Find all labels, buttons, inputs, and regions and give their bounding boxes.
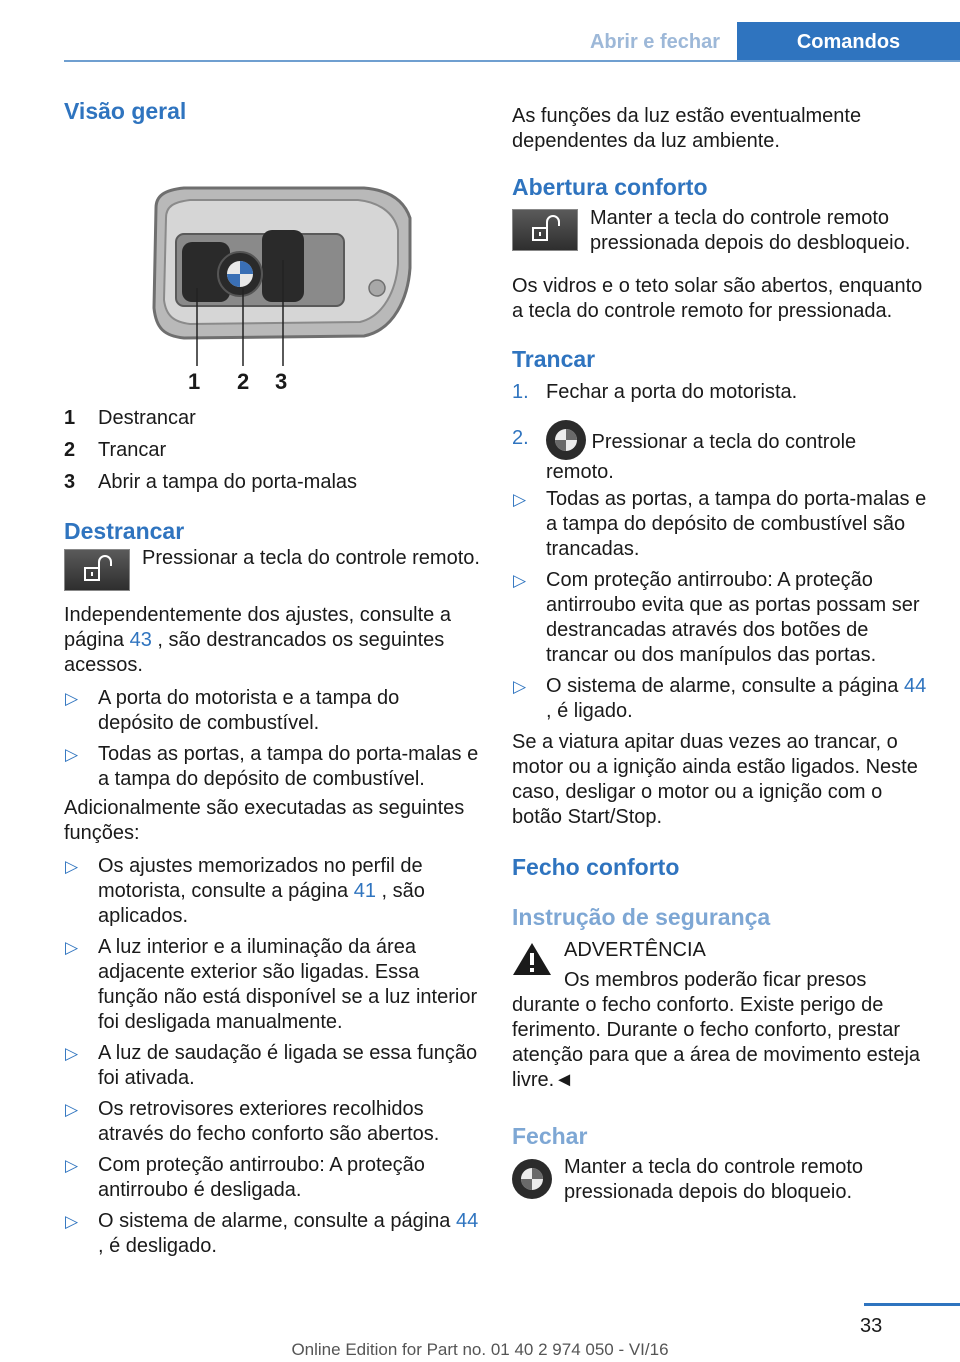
safety-title: Instrução de segurança <box>512 904 771 930</box>
key-fob-illustration <box>64 138 480 406</box>
list-item: ▷ Os retrovisores exteriores recolhidos através do fecho conforto são abertos. <box>65 1098 440 1145</box>
unlock-key-icon <box>512 209 578 251</box>
list-item: ▷ Com proteção antirroubo: A proteção antirroubo é desligada. <box>65 1154 425 1201</box>
warning-label: ADVERTÊNCIA <box>564 939 706 961</box>
triangle-bullet-icon: ▷ <box>513 571 527 590</box>
list-item: ▷ Todas as portas, a tampa do porta-malas e a tampa do depósito de combustível. <box>65 743 479 790</box>
header-chapter[interactable]: Comandos <box>737 22 960 62</box>
triangle-bullet-icon: ▷ <box>65 745 79 764</box>
triangle-bullet-icon: ▷ <box>513 490 527 509</box>
page-link-41[interactable]: 41 <box>353 880 376 902</box>
page-link-44[interactable]: 44 <box>455 1210 479 1232</box>
figure-label-1: 1 <box>188 369 201 394</box>
warning-triangle-icon <box>512 942 552 976</box>
unlock-key-icon <box>64 549 130 591</box>
footer-rule <box>864 1303 960 1306</box>
beep-text: Se a viatura apitar duas vezes ao trancar, o motor ou a ignição ainda estão ligados. Neste caso, desligar o motor ou a ignição com o botão Start/Stop. <box>512 731 918 828</box>
windows-text: Os vidros e o teto solar são abertos, enquanto a tecla do controle remoto for pressionada. <box>512 275 923 322</box>
list-item: ▷ A porta do motorista e a tampa do depósito de combustível. <box>65 687 400 734</box>
page-link-43[interactable]: 43 <box>129 629 152 651</box>
lock-steps <box>512 380 928 485</box>
bmw-logo-icon <box>546 420 586 460</box>
triangle-bullet-icon: ▷ <box>65 1044 79 1063</box>
list-item: ▷ A luz interior e a iluminação da área adjacente exterior são ligadas. Essa função não está disponível se a luz interior foi desligada manualmente. <box>65 936 478 1033</box>
list-item: ▷ Os ajustes memorizados no perfil de motorista, consulte a página 41 , são aplicados. <box>65 855 425 927</box>
step-item: 1. Fechar a porta do motorista. <box>512 381 798 403</box>
figure-label-3: 3 <box>275 369 288 394</box>
comfort-open-text: Manter a tecla do controle remoto pressionada depois do desbloqueio. <box>590 207 911 254</box>
warning-text: Os membros poderão ficar presos durante o fecho conforto. Existe perigo de ferimento. Durante o fecho conforto, prestar atenção para que a área de movimento esteja livre.◄ <box>512 969 921 1091</box>
triangle-bullet-icon: ▷ <box>65 938 79 957</box>
figure-label-2: 2 <box>237 369 250 394</box>
list-item: ▷ Todas as portas, a tampa do porta-malas e a tampa do depósito de combustível são trancadas. <box>513 488 927 560</box>
triangle-bullet-icon: ▷ <box>65 857 79 876</box>
triangle-bullet-icon: ▷ <box>65 1156 79 1175</box>
figure-legend <box>64 406 480 502</box>
access-list <box>64 686 480 792</box>
lock-results-list <box>512 487 928 724</box>
list-item: ▷ O sistema de alarme, consulte a página 44 , é desligado. <box>65 1210 479 1257</box>
page-link-44[interactable]: 44 <box>903 675 927 697</box>
legend-item: 2 Trancar <box>64 439 167 461</box>
header-rule <box>64 60 960 62</box>
unlock-title: Destrancar <box>64 518 185 544</box>
list-item: ▷ A luz de saudação é ligada se essa função foi ativada. <box>65 1042 478 1089</box>
right-column <box>512 96 928 1205</box>
legend-item: 1 Destrancar <box>64 407 196 429</box>
list-item: ▷ O sistema de alarme, consulte a página 44 , é ligado. <box>513 675 927 722</box>
key-figure <box>64 138 480 406</box>
header-section[interactable]: Abrir e fechar <box>589 31 721 53</box>
comfort-open-title: Abertura conforto <box>512 174 708 200</box>
left-column <box>64 96 480 1265</box>
step-item: 2. Pressionar a tecla do controle remoto. <box>512 420 928 485</box>
ambient-text: As funções da luz estão eventualmente dependentes da luz ambiente. <box>512 105 862 152</box>
unlock-row <box>64 546 480 591</box>
comfort-close-title: Fecho conforto <box>512 854 680 880</box>
close-row <box>512 1155 928 1205</box>
triangle-bullet-icon: ▷ <box>65 1212 79 1231</box>
close-text: Manter a tecla do controle remoto pressionada depois do bloqueio. <box>564 1156 864 1203</box>
functions-list <box>64 854 480 1259</box>
overview-title: Visão geral <box>64 98 187 124</box>
unlock-text: Pressionar a tecla do controle remoto. <box>142 547 480 569</box>
lock-title: Trancar <box>512 346 596 372</box>
triangle-bullet-icon: ▷ <box>65 1100 79 1119</box>
page-number: 33 <box>860 1315 883 1337</box>
edition-footer: Online Edition for Part no. 01 40 2 974 050 - VI/16 <box>291 1340 669 1359</box>
list-item: ▷ Com proteção antirroubo: A proteção antirroubo evita que as portas possam ser destrancadas através dos botões de trancar ou dos manípulos das portas. <box>513 569 920 666</box>
triangle-bullet-icon: ▷ <box>65 689 79 708</box>
triangle-bullet-icon: ▷ <box>513 677 527 696</box>
independent-text: Independentemente dos ajustes, consulte a página 43 , são destrancados os seguintes acessos. <box>64 604 451 676</box>
close-title: Fechar <box>512 1123 588 1149</box>
additional-text: Adicionalmente são executadas as seguintes funções: <box>64 797 465 844</box>
legend-item: 3 Abrir a tampa do porta-malas <box>64 471 358 493</box>
bmw-logo-icon <box>512 1159 552 1199</box>
comfort-open-row <box>512 206 928 256</box>
